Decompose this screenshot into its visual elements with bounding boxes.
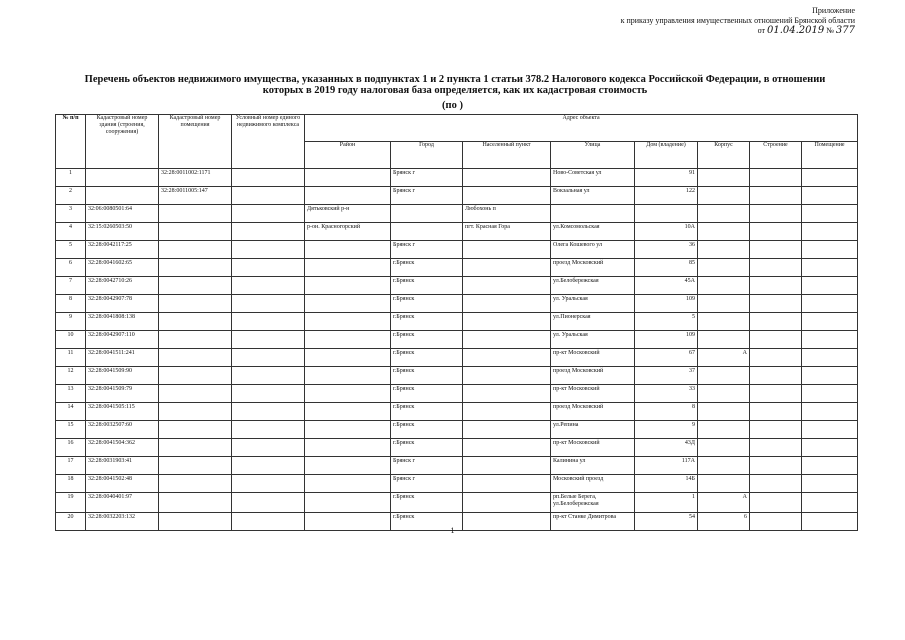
cell-building bbox=[698, 313, 750, 331]
cell-num: 5 bbox=[56, 241, 86, 259]
cell-district bbox=[305, 403, 391, 421]
cell-building-cadastral: 32:15:0260503:50 bbox=[86, 223, 159, 241]
cell-building bbox=[698, 475, 750, 493]
cell-street: рп.Белые Берега, ул.Белобережская bbox=[551, 493, 635, 513]
table-row bbox=[56, 313, 858, 331]
cell-structure bbox=[750, 187, 802, 205]
cell-building-cadastral: 32:28:0041505:115 bbox=[86, 403, 159, 421]
cell-building: А bbox=[698, 493, 750, 513]
cell-num: 3 bbox=[56, 205, 86, 223]
cell-complex-number bbox=[232, 493, 305, 513]
cell-house: 33 bbox=[635, 385, 698, 403]
handwritten-number: 377 bbox=[835, 25, 855, 36]
cell-premises-cadastral bbox=[159, 421, 232, 439]
cell-building bbox=[698, 169, 750, 187]
cell-room bbox=[802, 295, 858, 313]
cell-district bbox=[305, 241, 391, 259]
cell-complex-number bbox=[232, 313, 305, 331]
cell-structure bbox=[750, 295, 802, 313]
cell-structure bbox=[750, 475, 802, 493]
cell-street: проезд Московский bbox=[551, 403, 635, 421]
cell-building bbox=[698, 187, 750, 205]
cell-structure bbox=[750, 313, 802, 331]
cell-structure bbox=[750, 439, 802, 457]
cell-city: Брянск г bbox=[391, 457, 463, 475]
cell-complex-number bbox=[232, 403, 305, 421]
cell-building-cadastral: 32:28:0032203:132 bbox=[86, 513, 159, 531]
cell-street: ул.Пионерская bbox=[551, 313, 635, 331]
cell-building bbox=[698, 241, 750, 259]
cell-building bbox=[698, 439, 750, 457]
cell-premises-cadastral bbox=[159, 241, 232, 259]
cell-city: г.Брянск bbox=[391, 259, 463, 277]
cell-house: 36 bbox=[635, 241, 698, 259]
header-district: Район bbox=[305, 142, 391, 169]
cell-settlement bbox=[463, 439, 551, 457]
cell-building-cadastral: 32:28:0042117:25 bbox=[86, 241, 159, 259]
cell-building-cadastral: 32:28:0041602:65 bbox=[86, 259, 159, 277]
cell-building-cadastral: 32:28:0041504:362 bbox=[86, 439, 159, 457]
cell-structure bbox=[750, 169, 802, 187]
cell-building bbox=[698, 457, 750, 475]
cell-structure bbox=[750, 277, 802, 295]
cell-house: 122 bbox=[635, 187, 698, 205]
cell-street: ул. Уральская bbox=[551, 331, 635, 349]
cell-complex-number bbox=[232, 385, 305, 403]
cell-num: 18 bbox=[56, 475, 86, 493]
cell-num: 9 bbox=[56, 313, 86, 331]
cell-city bbox=[391, 205, 463, 223]
cell-city: г.Брянск bbox=[391, 367, 463, 385]
cell-premises-cadastral bbox=[159, 277, 232, 295]
cell-building bbox=[698, 403, 750, 421]
cell-complex-number bbox=[232, 457, 305, 475]
cell-num: 8 bbox=[56, 295, 86, 313]
cell-building bbox=[698, 205, 750, 223]
cell-building-cadastral bbox=[86, 169, 159, 187]
cell-street: проезд Московский bbox=[551, 367, 635, 385]
cell-building-cadastral: 32:28:0032507:60 bbox=[86, 421, 159, 439]
cell-settlement bbox=[463, 277, 551, 295]
table-row bbox=[56, 259, 858, 277]
cell-structure bbox=[750, 331, 802, 349]
table-row bbox=[56, 241, 858, 259]
cell-room bbox=[802, 385, 858, 403]
cell-num: 13 bbox=[56, 385, 86, 403]
cell-building-cadastral: 32:28:0042907:110 bbox=[86, 331, 159, 349]
cell-city: Брянск г bbox=[391, 169, 463, 187]
cell-num: 6 bbox=[56, 259, 86, 277]
table-row bbox=[56, 187, 858, 205]
cell-settlement bbox=[463, 457, 551, 475]
cell-city: г.Брянск bbox=[391, 277, 463, 295]
cell-district bbox=[305, 367, 391, 385]
cell-settlement: пгт. Красная Гора bbox=[463, 223, 551, 241]
cell-complex-number bbox=[232, 277, 305, 295]
cell-district bbox=[305, 421, 391, 439]
cell-building-cadastral: 32:28:0041808:138 bbox=[86, 313, 159, 331]
cell-premises-cadastral bbox=[159, 439, 232, 457]
cell-house: 37 bbox=[635, 367, 698, 385]
cell-complex-number bbox=[232, 241, 305, 259]
cell-district: р-он. Красногорский bbox=[305, 223, 391, 241]
cell-district bbox=[305, 457, 391, 475]
header-num: № п/п bbox=[56, 115, 86, 169]
table-row bbox=[56, 403, 858, 421]
cell-street: Калинина ул bbox=[551, 457, 635, 475]
cell-district bbox=[305, 475, 391, 493]
table-row bbox=[56, 367, 858, 385]
cell-city: г.Брянск bbox=[391, 493, 463, 513]
cell-premises-cadastral bbox=[159, 205, 232, 223]
cell-premises-cadastral bbox=[159, 385, 232, 403]
cell-num: 20 bbox=[56, 513, 86, 531]
table-row bbox=[56, 475, 858, 493]
table-row bbox=[56, 493, 858, 513]
cell-house: 91 bbox=[635, 169, 698, 187]
cell-settlement bbox=[463, 241, 551, 259]
cell-complex-number bbox=[232, 223, 305, 241]
cell-settlement: Любохонь п bbox=[463, 205, 551, 223]
title-line-3: (по ) bbox=[442, 100, 463, 111]
document-title bbox=[40, 74, 870, 96]
cell-house: 8 bbox=[635, 403, 698, 421]
cell-district bbox=[305, 439, 391, 457]
cell-city: г.Брянск bbox=[391, 421, 463, 439]
cell-city: г.Брянск bbox=[391, 295, 463, 313]
cell-room bbox=[802, 349, 858, 367]
cell-city: г.Брянск bbox=[391, 313, 463, 331]
cell-building bbox=[698, 223, 750, 241]
title-line-2: которых в 2019 году налоговая база определяется, как их кадастровая стоимость bbox=[262, 85, 648, 96]
cell-num: 19 bbox=[56, 493, 86, 513]
cell-room bbox=[802, 223, 858, 241]
cell-settlement bbox=[463, 493, 551, 513]
cell-house: 43Д bbox=[635, 439, 698, 457]
table-body bbox=[56, 169, 858, 531]
cell-settlement bbox=[463, 367, 551, 385]
table-row bbox=[56, 421, 858, 439]
header-complex-number: Условный номер единого недвижимого комплекса bbox=[232, 115, 305, 169]
cell-premises-cadastral bbox=[159, 475, 232, 493]
cell-street bbox=[551, 205, 635, 223]
cell-house: 10А bbox=[635, 223, 698, 241]
cell-street: пр-кт Московский bbox=[551, 349, 635, 367]
header-structure: Строение bbox=[750, 142, 802, 169]
cell-city: г.Брянск bbox=[391, 385, 463, 403]
appendix-title: Приложение bbox=[812, 6, 855, 15]
table-row bbox=[56, 223, 858, 241]
table-row bbox=[56, 385, 858, 403]
cell-room bbox=[802, 475, 858, 493]
header-building: Корпус bbox=[698, 142, 750, 169]
cell-street: ул.Комсомольская bbox=[551, 223, 635, 241]
cell-complex-number bbox=[232, 349, 305, 367]
cell-settlement bbox=[463, 259, 551, 277]
cell-premises-cadastral bbox=[159, 259, 232, 277]
cell-settlement bbox=[463, 187, 551, 205]
cell-building-cadastral: 32:28:0042710:26 bbox=[86, 277, 159, 295]
cell-complex-number bbox=[232, 295, 305, 313]
cell-district bbox=[305, 385, 391, 403]
cell-house: 117А bbox=[635, 457, 698, 475]
cell-city: г.Брянск bbox=[391, 403, 463, 421]
header-settlement: Населенный пункт bbox=[463, 142, 551, 169]
cell-settlement bbox=[463, 421, 551, 439]
cell-building-cadastral: 32:28:0031903:41 bbox=[86, 457, 159, 475]
cell-building-cadastral: 32:28:0041511:241 bbox=[86, 349, 159, 367]
cell-district bbox=[305, 313, 391, 331]
cell-num: 14 bbox=[56, 403, 86, 421]
table-row bbox=[56, 277, 858, 295]
cell-street: Вокзальная ул bbox=[551, 187, 635, 205]
cell-structure bbox=[750, 421, 802, 439]
property-table bbox=[55, 114, 858, 531]
cell-structure bbox=[750, 457, 802, 475]
cell-settlement bbox=[463, 169, 551, 187]
cell-building: А bbox=[698, 349, 750, 367]
cell-complex-number bbox=[232, 187, 305, 205]
cell-room bbox=[802, 457, 858, 475]
cell-room bbox=[802, 277, 858, 295]
cell-structure bbox=[750, 385, 802, 403]
cell-room bbox=[802, 421, 858, 439]
cell-city bbox=[391, 223, 463, 241]
header-address: Адрес объекта bbox=[305, 115, 858, 142]
cell-premises-cadastral bbox=[159, 349, 232, 367]
cell-room bbox=[802, 205, 858, 223]
cell-street: проезд Московский bbox=[551, 259, 635, 277]
cell-complex-number bbox=[232, 169, 305, 187]
table-row bbox=[56, 205, 858, 223]
cell-city: г.Брянск bbox=[391, 439, 463, 457]
cell-structure bbox=[750, 403, 802, 421]
table-row bbox=[56, 457, 858, 475]
header-house: Дом (владение) bbox=[635, 142, 698, 169]
cell-street: пр-кт Московский bbox=[551, 385, 635, 403]
cell-house: 67 bbox=[635, 349, 698, 367]
cell-room bbox=[802, 331, 858, 349]
cell-structure bbox=[750, 205, 802, 223]
cell-premises-cadastral bbox=[159, 457, 232, 475]
cell-district bbox=[305, 295, 391, 313]
cell-house: 5 bbox=[635, 313, 698, 331]
cell-room bbox=[802, 367, 858, 385]
cell-house: 1 bbox=[635, 493, 698, 513]
cell-complex-number bbox=[232, 331, 305, 349]
cell-room bbox=[802, 187, 858, 205]
cell-city: г.Брянск bbox=[391, 331, 463, 349]
cell-building bbox=[698, 277, 750, 295]
table-row bbox=[56, 295, 858, 313]
cell-city: Брянск г bbox=[391, 475, 463, 493]
header-city: Город bbox=[391, 142, 463, 169]
cell-building bbox=[698, 385, 750, 403]
cell-complex-number bbox=[232, 367, 305, 385]
cell-house: 9 bbox=[635, 421, 698, 439]
cell-num: 17 bbox=[56, 457, 86, 475]
cell-settlement bbox=[463, 385, 551, 403]
cell-structure bbox=[750, 223, 802, 241]
cell-structure bbox=[750, 349, 802, 367]
cell-room bbox=[802, 439, 858, 457]
cell-settlement bbox=[463, 475, 551, 493]
cell-premises-cadastral bbox=[159, 223, 232, 241]
cell-num: 16 bbox=[56, 439, 86, 457]
cell-district bbox=[305, 349, 391, 367]
cell-complex-number bbox=[232, 439, 305, 457]
cell-settlement bbox=[463, 331, 551, 349]
cell-premises-cadastral: 32:28:0011005:147 bbox=[159, 187, 232, 205]
cell-city: г.Брянск bbox=[391, 513, 463, 531]
cell-city: Брянск г bbox=[391, 241, 463, 259]
appendix-order-ref: к приказу управления имущественных отношений Брянской области bbox=[620, 16, 855, 25]
table-row bbox=[56, 331, 858, 349]
table-row bbox=[56, 169, 858, 187]
cell-district bbox=[305, 169, 391, 187]
cell-premises-cadastral bbox=[159, 493, 232, 513]
handwritten-date: 01.04.2019 bbox=[767, 25, 825, 36]
cell-street: Московский проезд bbox=[551, 475, 635, 493]
cell-building bbox=[698, 295, 750, 313]
cell-num: 4 bbox=[56, 223, 86, 241]
cell-room bbox=[802, 313, 858, 331]
cell-house: 85 bbox=[635, 259, 698, 277]
cell-num: 2 bbox=[56, 187, 86, 205]
cell-district bbox=[305, 277, 391, 295]
cell-house bbox=[635, 205, 698, 223]
cell-building-cadastral: 32:28:0041509:90 bbox=[86, 367, 159, 385]
cell-building-cadastral: 32:28:0042907:78 bbox=[86, 295, 159, 313]
cell-house: 45А bbox=[635, 277, 698, 295]
title-line-1: Перечень объектов недвижимого имущества, указанных в подпунктах 1 и 2 пункта 1 статьи 378.2 Налогового кодекса Российской Федерации, в отношении bbox=[84, 74, 826, 85]
cell-street: пр-кт Московский bbox=[551, 439, 635, 457]
cell-city: Брянск г bbox=[391, 187, 463, 205]
cell-district bbox=[305, 187, 391, 205]
cell-building-cadastral: 32:28:0040401:97 bbox=[86, 493, 159, 513]
cell-house: 54 bbox=[635, 513, 698, 531]
cell-structure bbox=[750, 493, 802, 513]
cell-premises-cadastral: 32:28:0011002:1171 bbox=[159, 169, 232, 187]
cell-num: 1 bbox=[56, 169, 86, 187]
date-prefix: от bbox=[757, 26, 765, 35]
cell-settlement bbox=[463, 295, 551, 313]
cell-settlement bbox=[463, 313, 551, 331]
header-street: Улица bbox=[551, 142, 635, 169]
cell-room bbox=[802, 241, 858, 259]
cell-structure bbox=[750, 259, 802, 277]
table-row bbox=[56, 439, 858, 457]
cell-street: ул.Белобережская bbox=[551, 277, 635, 295]
cell-city: г.Брянск bbox=[391, 349, 463, 367]
cell-district bbox=[305, 493, 391, 513]
appendix-date-line bbox=[621, 26, 855, 36]
cell-settlement bbox=[463, 349, 551, 367]
cell-building-cadastral bbox=[86, 187, 159, 205]
cell-building bbox=[698, 259, 750, 277]
table-row bbox=[56, 349, 858, 367]
cell-building bbox=[698, 367, 750, 385]
cell-street: Ново-Советская ул bbox=[551, 169, 635, 187]
cell-building: 6 bbox=[698, 513, 750, 531]
cell-premises-cadastral bbox=[159, 313, 232, 331]
cell-num: 7 bbox=[56, 277, 86, 295]
cell-premises-cadastral bbox=[159, 295, 232, 313]
cell-complex-number bbox=[232, 259, 305, 277]
cell-complex-number bbox=[232, 205, 305, 223]
header-room: Помещение bbox=[802, 142, 858, 169]
header-building-cadastral: Кадастровый номер здания (строения, сооружения) bbox=[86, 115, 159, 169]
cell-structure bbox=[750, 367, 802, 385]
cell-building-cadastral: 32:28:0041509:79 bbox=[86, 385, 159, 403]
cell-num: 12 bbox=[56, 367, 86, 385]
cell-building bbox=[698, 331, 750, 349]
cell-complex-number bbox=[232, 421, 305, 439]
cell-street: пр-кт Станке Димитрова bbox=[551, 513, 635, 531]
cell-premises-cadastral bbox=[159, 403, 232, 421]
cell-room bbox=[802, 493, 858, 513]
cell-room bbox=[802, 169, 858, 187]
cell-num: 10 bbox=[56, 331, 86, 349]
cell-structure bbox=[750, 241, 802, 259]
cell-num: 11 bbox=[56, 349, 86, 367]
appendix-header bbox=[621, 6, 855, 36]
cell-district: Дятьковский р-н bbox=[305, 205, 391, 223]
cell-complex-number bbox=[232, 475, 305, 493]
cell-house: 14Б bbox=[635, 475, 698, 493]
cell-num: 15 bbox=[56, 421, 86, 439]
cell-street: ул. Уральская bbox=[551, 295, 635, 313]
cell-premises-cadastral bbox=[159, 367, 232, 385]
cell-settlement bbox=[463, 403, 551, 421]
cell-house: 109 bbox=[635, 331, 698, 349]
cell-street: ул.Репина bbox=[551, 421, 635, 439]
cell-street: Олега Кошевого ул bbox=[551, 241, 635, 259]
cell-house: 109 bbox=[635, 295, 698, 313]
cell-district bbox=[305, 331, 391, 349]
cell-building bbox=[698, 421, 750, 439]
number-prefix: № bbox=[826, 26, 834, 35]
cell-premises-cadastral bbox=[159, 331, 232, 349]
cell-room bbox=[802, 259, 858, 277]
cell-room bbox=[802, 403, 858, 421]
header-premises-cadastral: Кадастровый номер помещения bbox=[159, 115, 232, 169]
page-number: 1 bbox=[450, 526, 455, 535]
cell-district bbox=[305, 259, 391, 277]
cell-building-cadastral: 32:06:0080501:64 bbox=[86, 205, 159, 223]
cell-building-cadastral: 32:28:0041502:48 bbox=[86, 475, 159, 493]
